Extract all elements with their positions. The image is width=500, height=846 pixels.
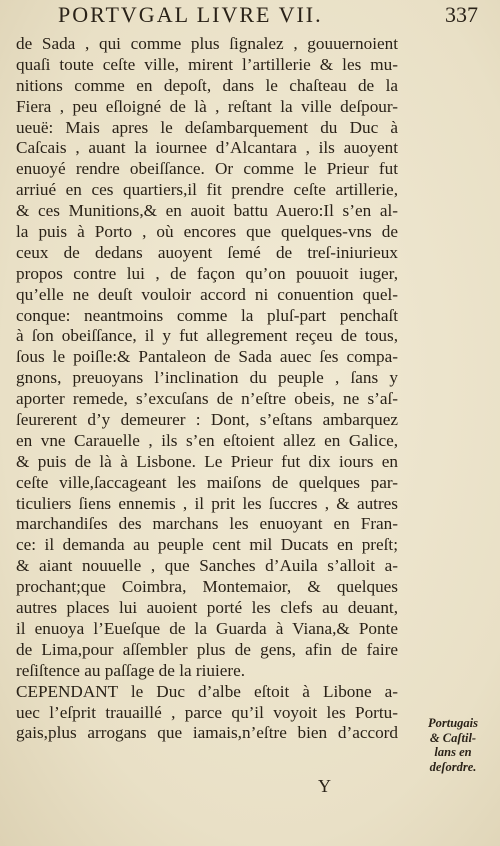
text-line: ſous le poiſle:& Pantaleon de Sada auec ſes compa- xyxy=(16,347,398,367)
text-line: & ces Munitions,& en auoit battu Auero:Il s’en al- xyxy=(16,201,398,221)
marginal-note-line: Portugais xyxy=(427,716,478,730)
text-line: gais,plus arrogans que iamais,n’eſtre bien d’accord xyxy=(16,723,398,743)
signature-mark: Y xyxy=(318,776,331,796)
text-line: ſeurerent d’y demeurer : Dont, s’eſtans ambarquez xyxy=(16,410,398,430)
text-line: quaſi toute ceſte ville, mirent l’artillerie & les mu- xyxy=(16,54,398,74)
text-line: à ſon obeiſſance, il y fut allegrement reçeu de tous, xyxy=(16,326,398,346)
text-line: ticuliers ſiens ennemis , il prit les ſuccres , & autres xyxy=(16,493,398,513)
text-line: nitions comme en depoſt, dans le chaſteau de la xyxy=(16,75,398,95)
text-line: Caſcais , auant la iournee d’Alcantara , ils auoyent xyxy=(16,138,398,158)
text-line: en vne Carauelle , ils s’en eſtoient allez en Galice, xyxy=(16,430,398,450)
running-title: PORTVGAL LIVRE VII. xyxy=(58,2,323,27)
text-line: qu’elle ne deuſt vouloir accord ni conuention quel- xyxy=(16,284,398,304)
marginal-note-line: lans en xyxy=(434,745,472,759)
text-line: enuoyé rendre obeiſſance. Or comme le Prieur fut xyxy=(16,159,398,179)
text-line: aporter remede, s’excuſans de n’eſtre obeis, ne s’aſ- xyxy=(16,389,398,409)
text-line: de Sada , qui comme plus ſignalez , gouuernoient xyxy=(16,34,398,53)
text-line: & aiant nouuelle , que Sanches d’Auila s’alloit a- xyxy=(16,556,398,576)
text-line: Fiera , peu eſloigné de là , reſtant la ville deſpour- xyxy=(16,96,398,116)
paragraph-first-line: CEPENDANT le Duc d’albe eſtoit à Libone a- xyxy=(16,681,398,701)
text-line: ueuë: Mais apres le deſambarquement du Duc à xyxy=(16,117,398,137)
page-number: 337 xyxy=(445,2,478,27)
text-line: ceſte ville,ſaccageant les maiſons de quelques par- xyxy=(16,472,398,492)
text-body xyxy=(16,34,400,744)
text-line: arriué en ces quartiers,il fit prendre ceſte artillerie, xyxy=(16,180,398,200)
text-line: la puis à Porto , où encores que quelques-vns de xyxy=(16,222,398,242)
text-line: conque: neantmoins comme la pluſ-part penchaſt xyxy=(16,305,398,325)
marginal-note xyxy=(408,716,498,774)
marginal-note-line: deſordre. xyxy=(429,759,477,774)
text-line: uec l’eſprit trauaillé , parce qu’il voyoit les Portu- xyxy=(16,702,398,722)
text-line: marchandiſes des marchans les enuoyant en Fran- xyxy=(16,514,398,534)
text-line: ceux de dedans auoyent ſemé de treſ-iniurieux xyxy=(16,242,398,262)
marginal-note-line: & Caſtil- xyxy=(429,730,477,745)
text-line: ce: il demanda au peuple cent mil Ducats en preſt; xyxy=(16,535,398,555)
text-line: propos contre lui , de façon qu’on pouuoit iuger, xyxy=(16,263,398,283)
text-line: autres places lui auoient porté les clefs au deuant, xyxy=(16,598,398,618)
text-line: & puis de là à Lisbone. Le Prieur fut dix iours en xyxy=(16,451,398,471)
text-line: prochant;que Coimbra, Montemaior, & quelques xyxy=(16,577,398,597)
text-line: de Lima,pour aſſembler plus de gens, afin de faire xyxy=(16,639,398,659)
page-header xyxy=(58,2,478,30)
text-line: il enuoya l’Eueſque de la Guarda à Viana,& Ponte xyxy=(16,618,398,638)
text-line: gnons, preuoyans l’inclination du peuple , ſans y xyxy=(16,368,398,388)
paragraph-last-line: reſiſtence au paſſage de la riuiere. xyxy=(16,660,246,680)
